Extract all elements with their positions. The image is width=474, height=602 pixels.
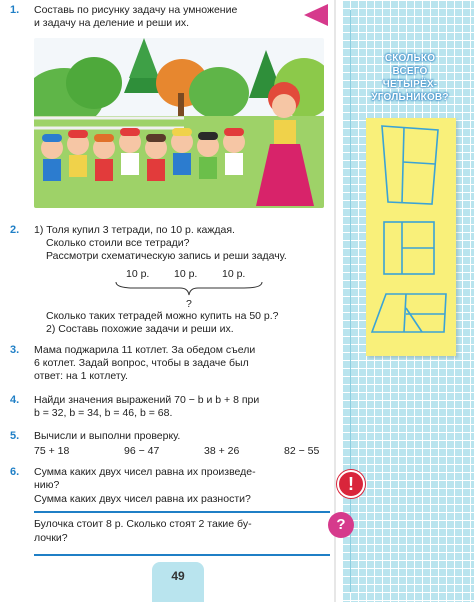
sticky-note-figures <box>366 118 456 356</box>
scheme-segment-label: 10 р. <box>222 268 246 280</box>
question-icon: ? <box>328 512 354 538</box>
task2-text-line: Сколько стоили все тетради? <box>46 237 190 249</box>
task5-expression: 75 + 18 <box>34 445 70 457</box>
task5-text-line: Вычисли и выполни проверку. <box>34 430 181 442</box>
task2-text-line: Сколько таких тетрадей можно купить на 50 р.? <box>46 310 279 322</box>
figure-2 <box>384 222 434 274</box>
task1-text-line: и задачу на деление и реши их. <box>34 17 190 29</box>
task6-text-line: Сумма каких двух чисел равна их разности? <box>34 493 251 505</box>
task2-text-line: 2) Составь похожие задачи и реши их. <box>46 323 234 335</box>
page-number: 49 <box>152 562 204 602</box>
task-number: 6. <box>10 466 20 478</box>
task2-text-line: Рассмотри схематическую запись и реши задачу. <box>46 250 287 262</box>
task5-expression: 38 + 26 <box>204 445 240 457</box>
figure-3 <box>372 294 446 332</box>
task2-text-line: 1) Толя купил 3 тетради, по 10 р. каждая. <box>34 224 235 236</box>
puzzle-text-line: лочки? <box>34 532 68 544</box>
task6-text-line: нию? <box>34 479 60 491</box>
scheme-question: ? <box>186 298 192 310</box>
task-number: 2. <box>10 224 20 236</box>
side-title-line: УГОЛЬНИКОВ? <box>371 92 449 103</box>
task4-text-line: Найди значения выражений 70 − b и b + 8 при <box>34 394 260 406</box>
puzzle-text-line: Булочка стоит 8 р. Сколько стоят 2 такие бу- <box>34 518 252 530</box>
scheme-segment-label: 10 р. <box>174 268 198 280</box>
side-title-line: ВСЕГО <box>392 66 428 77</box>
task-number: 3. <box>10 344 20 356</box>
puzzle-box-bottom-line <box>34 554 330 556</box>
side-title-line: СКОЛЬКО <box>384 53 436 64</box>
task3-text-line: ответ: на 1 котлету. <box>34 370 128 382</box>
illustration-children-walk <box>34 38 324 208</box>
task3-text-line: Мама поджарила 11 котлет. За обедом съели <box>34 344 256 356</box>
task1-text-line: Составь по рисунку задачу на умножение <box>34 4 238 16</box>
task4-text-line: b = 32, b = 34, b = 46, b = 68. <box>34 407 173 419</box>
page-margin-line <box>334 0 336 602</box>
task-number: 4. <box>10 394 20 406</box>
task-marker-triangle <box>304 4 328 26</box>
quadrilateral-figures <box>366 118 456 356</box>
task6-text-line: Сумма каких двух чисел равна их произведе- <box>34 466 256 478</box>
task5-expression: 82 − 55 <box>284 445 320 457</box>
task-number: 5. <box>10 430 20 442</box>
scheme-segment-label: 10 р. <box>126 268 150 280</box>
illustration-scene <box>34 38 324 208</box>
side-puzzle-title <box>358 52 462 104</box>
task5-expression: 96 − 47 <box>124 445 160 457</box>
scheme-brace <box>114 280 264 298</box>
task3-text-line: 6 котлет. Задай вопрос, чтобы в задаче был <box>34 357 249 369</box>
side-title-line: ЧЕТЫРЁХ- <box>382 79 438 90</box>
attention-icon: ! <box>337 470 365 498</box>
task-number: 1. <box>10 4 20 16</box>
puzzle-box-top-line <box>34 511 330 513</box>
figure-1 <box>382 126 438 204</box>
